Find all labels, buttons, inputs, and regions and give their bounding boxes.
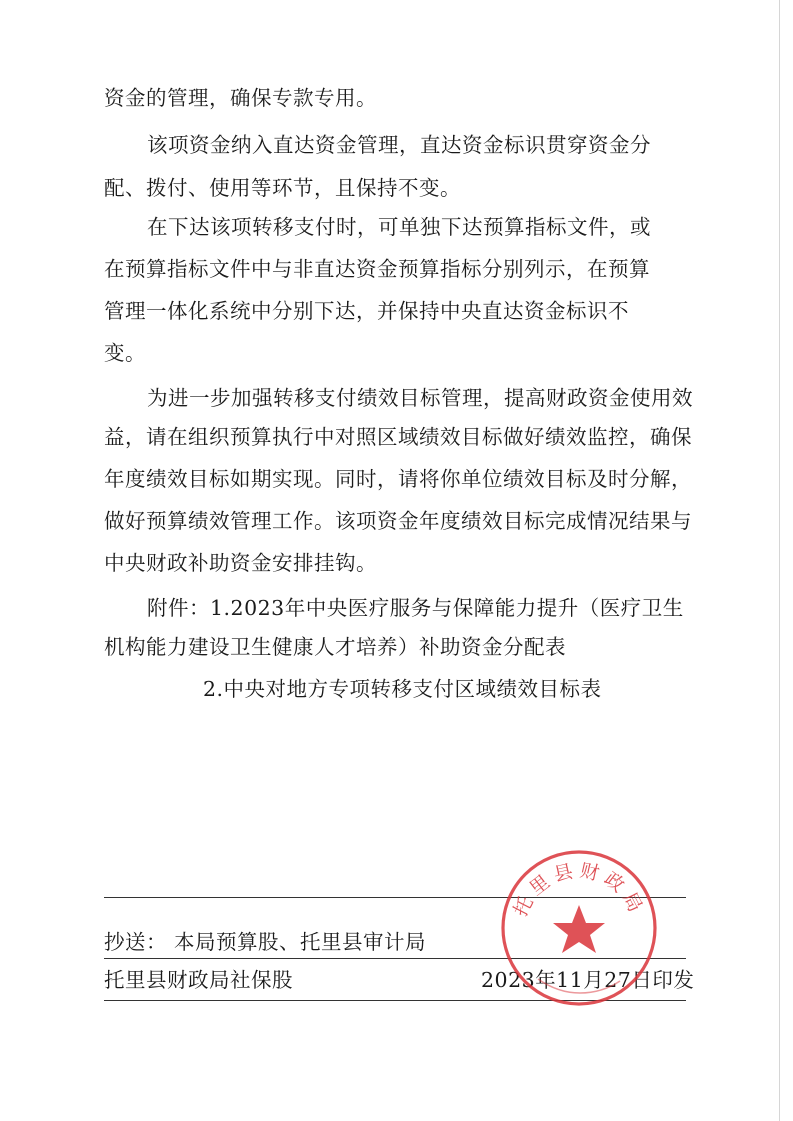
issue-date: 2023年11月27日印发 xyxy=(481,968,695,992)
attachment-line: 附件：1.2023年中央医疗服务与保障能力提升（医疗卫生 xyxy=(147,596,684,620)
body-line: 益，请在组织预算执行中对照区域绩效目标做好绩效监控，确保 xyxy=(104,425,692,449)
body-line: 中央财政补助资金安排挂钩。 xyxy=(104,551,377,575)
body-line: 管理一体化系统中分别下达，并保持中央直达资金标识不 xyxy=(104,299,629,323)
body-line: 变。 xyxy=(104,341,146,365)
body-line: 在预算指标文件中与非直达资金预算指标分别列示，在预算 xyxy=(104,257,650,281)
attachment-line: 机构能力建设卫生健康人才培养）补助资金分配表 xyxy=(104,635,566,659)
body-line: 为进一步加强转移支付绩效目标管理，提高财政资金使用效 xyxy=(147,386,693,410)
body-line: 配、拨付、使用等环节，且保持不变。 xyxy=(104,176,461,200)
seal-star-icon xyxy=(553,905,605,953)
body-line: 该项资金纳入直达资金管理，直达资金标识贯穿资金分 xyxy=(147,133,651,157)
attachment-line: 2.中央对地方专项转移支付区域绩效目标表 xyxy=(203,677,602,701)
seal-name: 托里县财政局 xyxy=(509,859,649,921)
cc-recipients: 本局预算股、托里县审计局 xyxy=(174,930,426,954)
body-line: 资金的管理，确保专款专用。 xyxy=(104,86,377,110)
cc-label: 抄送： xyxy=(104,930,167,954)
body-line: 年度绩效目标如期实现。同时，请将你单位绩效目标及时分解， xyxy=(104,467,692,491)
issuing-department: 托里县财政局社保股 xyxy=(104,968,293,992)
official-seal xyxy=(498,847,660,1009)
body-line: 在下达该项转移支付时，可单独下达预算指标文件，或 xyxy=(147,215,651,239)
body-line: 做好预算绩效管理工作。该项资金年度绩效目标完成情况结果与 xyxy=(104,509,692,533)
